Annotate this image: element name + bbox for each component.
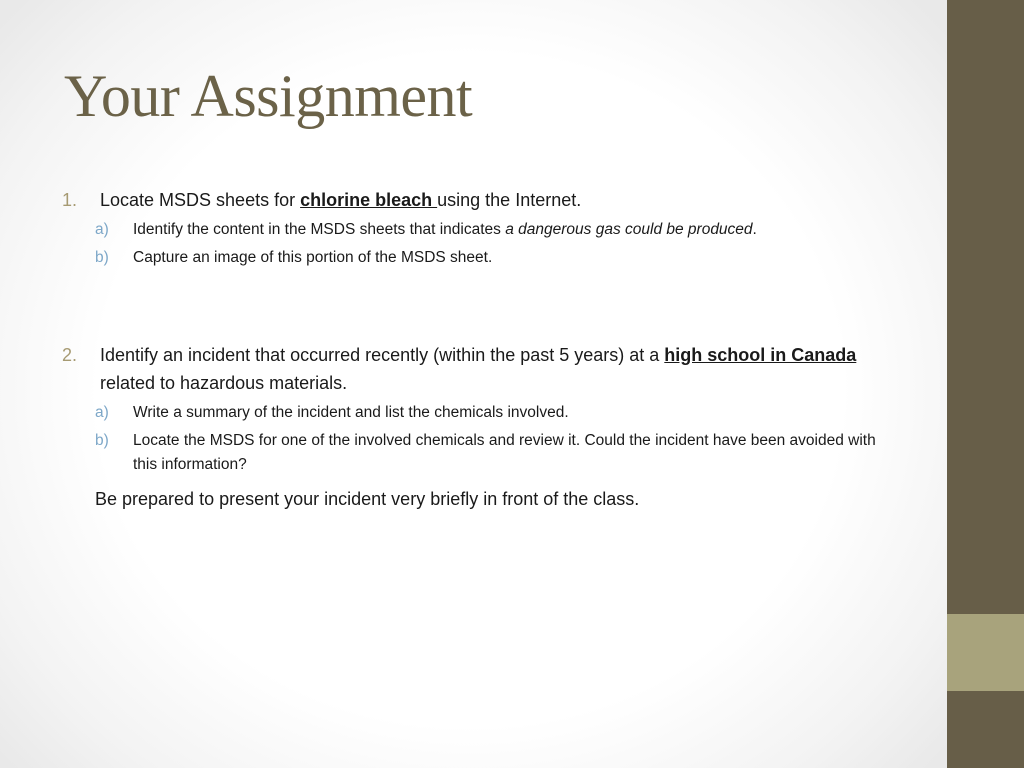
item-text-after: using the Internet. [437, 190, 582, 210]
list-item-1 [62, 186, 902, 214]
sub-item-label: a) [95, 404, 109, 421]
chlorine-bleach-link[interactable]: chlorine bleach [300, 190, 438, 210]
sub-item-1a [62, 218, 902, 242]
sub-item-text: Write a summary of the incident and list the chemicals involved. [133, 404, 569, 421]
sub-item-label: b) [95, 432, 109, 449]
item-text-before: Identify an incident that occurred recently (within the past 5 years) at a [100, 345, 665, 365]
slide-title: Your Assignment [64, 63, 473, 129]
sub-item-2a [62, 401, 902, 425]
slide-content [62, 186, 902, 513]
sub-item-label: a) [95, 221, 109, 238]
item-text-after: related to hazardous materials. [100, 373, 348, 393]
sub-item-text: Capture an image of this portion of the MSDS sheet. [133, 249, 493, 266]
sub-item-2b [62, 429, 902, 477]
sub-item-italic-text: a dangerous gas could be produced [505, 221, 753, 238]
sub-item-text-before: Identify the content in the MSDS sheets that indicates [133, 221, 506, 238]
list-item-2 [62, 341, 902, 397]
sub-item-text: Locate the MSDS for one of the involved chemicals and review it. Could the incident have been avoided with this information? [133, 432, 876, 473]
sub-item-1b [62, 246, 902, 270]
sub-item-text-after: . [752, 221, 757, 238]
item-text-before: Locate MSDS sheets for [100, 190, 301, 210]
sidebar-accent-block [947, 614, 1024, 691]
item-number: 2. [62, 345, 78, 365]
sub-item-label: b) [95, 249, 109, 266]
high-school-canada-link[interactable]: high school in Canada [664, 345, 857, 365]
item-number: 1. [62, 190, 78, 210]
closing-note: Be prepared to present your incident very briefly in front of the class. [95, 489, 640, 509]
